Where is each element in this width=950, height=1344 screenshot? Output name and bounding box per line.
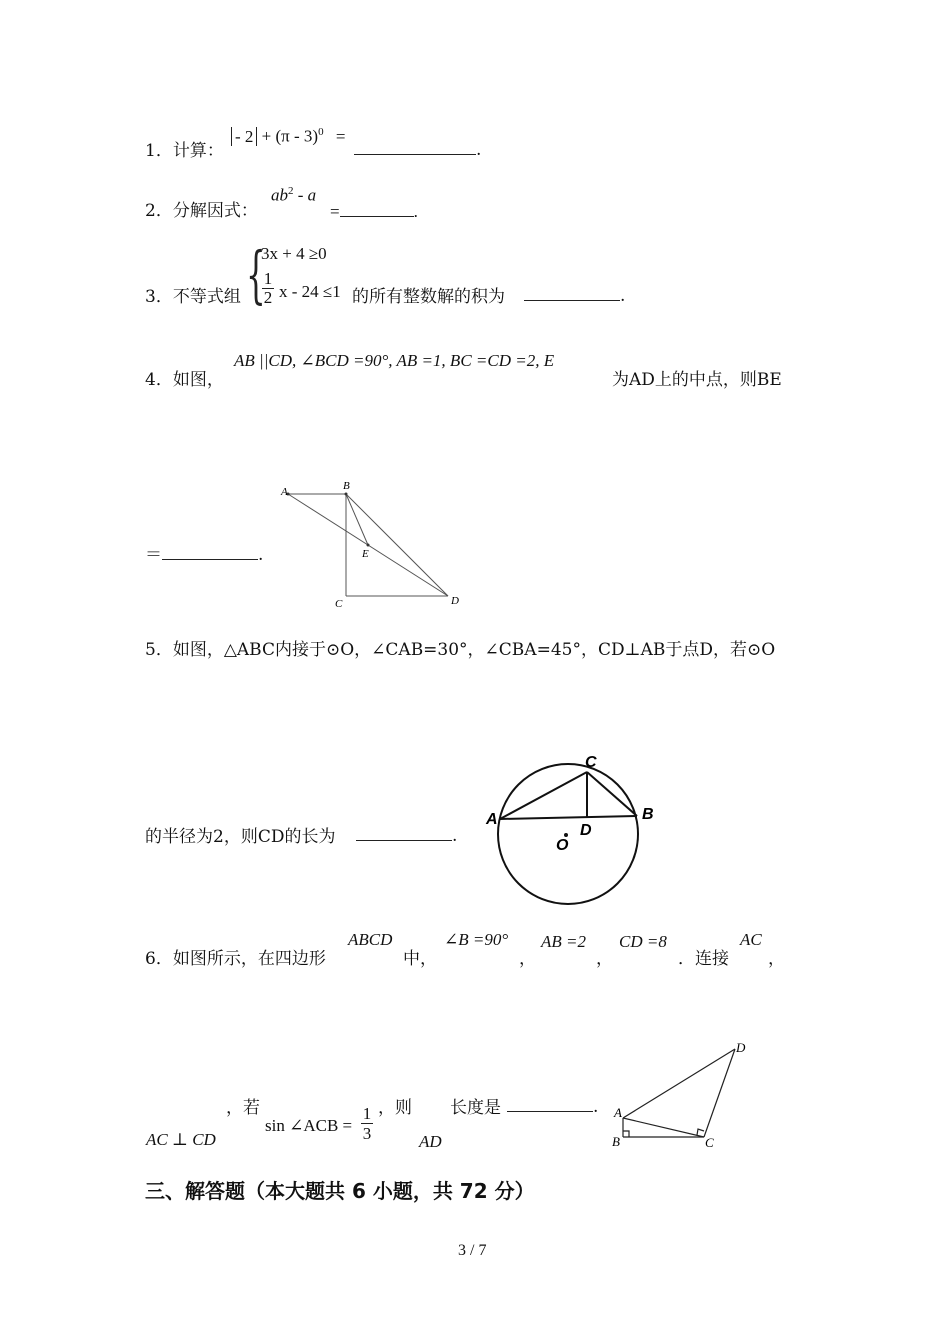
q6-length: 长度是: [450, 1098, 501, 1118]
q6-figure: [608, 1036, 758, 1156]
q5-label-b: B: [642, 806, 654, 823]
q6-label-a: A: [614, 1105, 622, 1120]
q6-perp: AC ⊥ CD: [146, 1130, 216, 1149]
q5-line1: 5．如图，△ABC内接于⊙O，∠CAB=30°，∠CBA=45°，CD⊥AB于点D，若⊙O: [145, 640, 776, 660]
q6-label-c: C: [705, 1135, 714, 1150]
q6-ze: ，则: [378, 1098, 412, 1118]
q4-label-a: A: [281, 486, 288, 498]
q6-segment-ad: [623, 1049, 735, 1118]
q5-circle: [498, 764, 638, 904]
q4-expression: AB ||CD, ∠BCD =90°, AB =1, BC =CD =2, E: [234, 351, 555, 370]
q4-figure: [278, 478, 468, 613]
q6-zhong: 中，: [403, 949, 437, 969]
q5-answer-blank[interactable]: .: [356, 822, 457, 846]
q6-segment-cd: [704, 1049, 735, 1137]
q6-angle-b: ∠B =90°: [444, 930, 509, 949]
q5-segment-ac: [500, 772, 587, 819]
q6-right-angle-c: [697, 1129, 704, 1135]
q3-inequality-2: x - 24 ≤1: [279, 282, 341, 301]
q5-figure: [482, 750, 662, 910]
q4-answer-blank[interactable]: ＝ .: [145, 540, 263, 565]
q6-right-angle-b: [623, 1131, 629, 1137]
q6-connect: ．连接: [678, 949, 729, 969]
q6-comma1: ，: [519, 949, 536, 969]
q6-ab: AB =2: [541, 932, 586, 951]
q4-label-b: B: [343, 480, 350, 492]
q5-line2: 的半径为2，则CD的长为: [145, 827, 336, 847]
q5-segment-ab: [500, 816, 637, 819]
q1-expression: - 2 + (π - 3)$^0$ =: [231, 126, 345, 147]
q2-label: 2．分解因式：: [145, 201, 258, 221]
q4-segment-bd: [346, 494, 448, 596]
q6-answer-blank[interactable]: .: [507, 1093, 598, 1117]
q6-ad: AD: [419, 1132, 442, 1151]
q6-sin: sin ∠ACB =: [265, 1116, 353, 1135]
q5-label-a: A: [486, 811, 498, 828]
q2-expression: $ab^2$ - a: [271, 185, 317, 205]
q1-answer-blank[interactable]: .: [354, 136, 481, 160]
q5-label-c: C: [585, 754, 597, 771]
q2-answer-blank[interactable]: = .: [330, 198, 418, 222]
q3-answer-blank[interactable]: .: [524, 282, 625, 306]
q3-fraction: 1 2: [263, 269, 273, 307]
q3-label: 3．不等式组: [145, 287, 241, 307]
q6-ac: AC: [740, 930, 762, 949]
q5-label-o: O: [556, 837, 569, 854]
q3-inequality-1: 3x + 4 ≥0: [261, 244, 327, 263]
page-number: 3 / 7: [458, 1242, 487, 1259]
q5-label-d: D: [580, 822, 592, 839]
q6-label-d: D: [736, 1040, 746, 1055]
q1-label: 1．计算：: [145, 141, 224, 161]
q6-comma2: ，: [596, 949, 613, 969]
q6-segment-ac: [623, 1118, 704, 1137]
q6-comma3: ，: [768, 949, 785, 969]
q6-ruo: ，若: [226, 1098, 260, 1118]
q6-label: 6．如图所示，在四边形: [145, 949, 326, 969]
q3-text: 的所有整数解的积为: [352, 287, 505, 307]
q6-cd: CD =8: [619, 932, 667, 951]
q3-brace: {: [246, 238, 266, 311]
q6-fraction: 1 3: [362, 1104, 372, 1143]
q4-label: 4．如图，: [145, 370, 224, 390]
q6-abcd: ABCD: [348, 930, 393, 949]
q4-label-c: C: [335, 598, 343, 610]
q4-label-d: D: [451, 595, 459, 607]
q6-label-b: B: [612, 1134, 620, 1149]
q4-label-e: E: [362, 548, 369, 560]
section-3-heading: 三、解答题（本大题共 6 小题，共 72 分）: [145, 1179, 535, 1203]
q4-text: 为AD上的中点，则BE: [612, 370, 782, 390]
q4-segment-be: [346, 494, 368, 545]
